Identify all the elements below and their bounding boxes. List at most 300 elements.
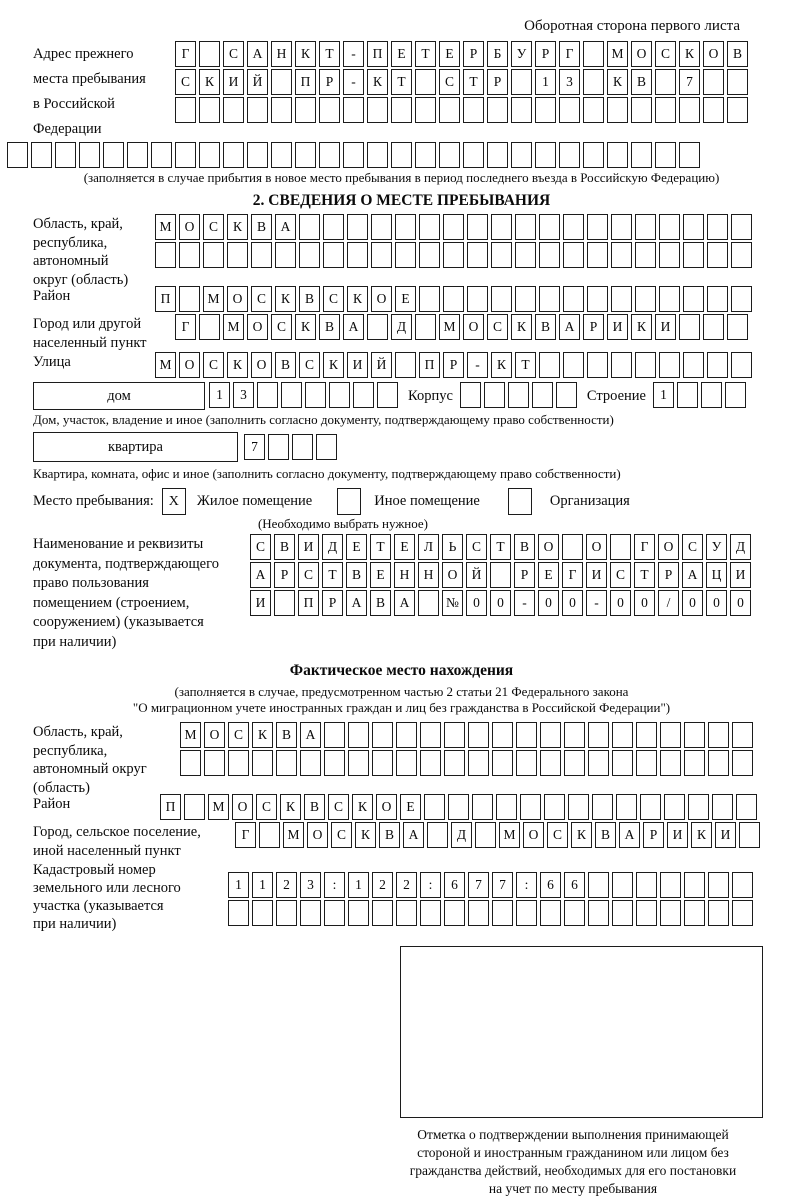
- char-cell[interactable]: О: [658, 534, 679, 560]
- char-cell[interactable]: Г: [235, 822, 256, 848]
- char-cell[interactable]: М: [283, 822, 304, 848]
- char-cell[interactable]: О: [204, 722, 225, 748]
- char-cell[interactable]: М: [499, 822, 520, 848]
- char-cell[interactable]: [468, 750, 489, 776]
- char-cell[interactable]: [467, 214, 488, 240]
- char-cell[interactable]: 2: [372, 872, 393, 898]
- char-cell[interactable]: К: [571, 822, 592, 848]
- char-cell[interactable]: А: [300, 722, 321, 748]
- char-cell[interactable]: С: [299, 352, 320, 378]
- char-cell[interactable]: [367, 142, 388, 168]
- char-cell[interactable]: [127, 142, 148, 168]
- char-cell[interactable]: [484, 382, 505, 408]
- char-cell[interactable]: [725, 382, 746, 408]
- char-cell[interactable]: [419, 214, 440, 240]
- char-cell[interactable]: [199, 97, 220, 123]
- char-cell[interactable]: [491, 214, 512, 240]
- char-cell[interactable]: К: [355, 822, 376, 848]
- char-cell[interactable]: Р: [443, 352, 464, 378]
- char-cell[interactable]: Р: [658, 562, 679, 588]
- char-cell[interactable]: В: [276, 722, 297, 748]
- char-cell[interactable]: [367, 314, 388, 340]
- char-cell[interactable]: [688, 794, 709, 820]
- char-cell[interactable]: [372, 722, 393, 748]
- char-cell[interactable]: [659, 352, 680, 378]
- char-cell[interactable]: О: [463, 314, 484, 340]
- char-cell[interactable]: Е: [346, 534, 367, 560]
- char-cell[interactable]: К: [631, 314, 652, 340]
- char-cell[interactable]: [439, 97, 460, 123]
- char-cell[interactable]: Д: [322, 534, 343, 560]
- char-cell[interactable]: С: [323, 286, 344, 312]
- char-cell[interactable]: [463, 97, 484, 123]
- char-cell[interactable]: [460, 382, 481, 408]
- char-cell[interactable]: [353, 382, 374, 408]
- char-cell[interactable]: [396, 722, 417, 748]
- char-cell[interactable]: [319, 97, 340, 123]
- char-cell[interactable]: О: [251, 352, 272, 378]
- char-cell[interactable]: 7: [492, 872, 513, 898]
- char-cell[interactable]: [329, 382, 350, 408]
- char-cell[interactable]: [727, 314, 748, 340]
- char-cell[interactable]: [324, 900, 345, 926]
- char-cell[interactable]: [276, 900, 297, 926]
- char-cell[interactable]: [323, 242, 344, 268]
- char-cell[interactable]: Г: [175, 41, 196, 67]
- char-cell[interactable]: [511, 97, 532, 123]
- char-cell[interactable]: [736, 794, 757, 820]
- char-cell[interactable]: О: [179, 352, 200, 378]
- char-cell[interactable]: [636, 750, 657, 776]
- char-cell[interactable]: С: [682, 534, 703, 560]
- char-cell[interactable]: №: [442, 590, 463, 616]
- char-cell[interactable]: Ь: [442, 534, 463, 560]
- char-cell[interactable]: [664, 794, 685, 820]
- char-cell[interactable]: [511, 69, 532, 95]
- char-cell[interactable]: [611, 286, 632, 312]
- char-cell[interactable]: [583, 69, 604, 95]
- char-cell[interactable]: :: [420, 872, 441, 898]
- char-cell[interactable]: О: [307, 822, 328, 848]
- char-cell[interactable]: [655, 142, 676, 168]
- char-cell[interactable]: [539, 352, 560, 378]
- char-cell[interactable]: Р: [583, 314, 604, 340]
- char-cell[interactable]: [347, 214, 368, 240]
- char-cell[interactable]: Ц: [706, 562, 727, 588]
- char-cell[interactable]: [300, 750, 321, 776]
- char-cell[interactable]: [305, 382, 326, 408]
- char-cell[interactable]: [419, 286, 440, 312]
- char-cell[interactable]: [588, 900, 609, 926]
- char-cell[interactable]: [281, 382, 302, 408]
- char-cell[interactable]: В: [535, 314, 556, 340]
- char-cell[interactable]: Е: [370, 562, 391, 588]
- char-cell[interactable]: 3: [559, 69, 580, 95]
- char-cell[interactable]: И: [667, 822, 688, 848]
- char-cell[interactable]: Р: [322, 590, 343, 616]
- char-cell[interactable]: [227, 242, 248, 268]
- char-cell[interactable]: [707, 286, 728, 312]
- char-cell[interactable]: [467, 242, 488, 268]
- char-cell[interactable]: 0: [634, 590, 655, 616]
- char-cell[interactable]: [276, 750, 297, 776]
- char-cell[interactable]: 0: [466, 590, 487, 616]
- char-cell[interactable]: [563, 214, 584, 240]
- char-cell[interactable]: В: [595, 822, 616, 848]
- char-cell[interactable]: [487, 97, 508, 123]
- char-cell[interactable]: -: [343, 41, 364, 67]
- char-cell[interactable]: [259, 822, 280, 848]
- char-cell[interactable]: [257, 382, 278, 408]
- char-cell[interactable]: Р: [319, 69, 340, 95]
- char-cell[interactable]: [228, 900, 249, 926]
- char-cell[interactable]: С: [487, 314, 508, 340]
- char-cell[interactable]: [703, 314, 724, 340]
- char-cell[interactable]: Е: [394, 534, 415, 560]
- char-cell[interactable]: В: [275, 352, 296, 378]
- char-cell[interactable]: М: [607, 41, 628, 67]
- char-cell[interactable]: И: [730, 562, 751, 588]
- char-cell[interactable]: 7: [244, 434, 265, 460]
- char-cell[interactable]: 0: [490, 590, 511, 616]
- char-cell[interactable]: 6: [540, 872, 561, 898]
- char-cell[interactable]: К: [352, 794, 373, 820]
- char-cell[interactable]: [731, 242, 752, 268]
- char-cell[interactable]: [391, 142, 412, 168]
- char-cell[interactable]: [184, 794, 205, 820]
- char-cell[interactable]: [660, 872, 681, 898]
- char-cell[interactable]: К: [607, 69, 628, 95]
- char-cell[interactable]: [418, 590, 439, 616]
- char-cell[interactable]: У: [511, 41, 532, 67]
- char-cell[interactable]: М: [439, 314, 460, 340]
- char-cell[interactable]: [655, 69, 676, 95]
- char-cell[interactable]: К: [679, 41, 700, 67]
- char-cell[interactable]: [199, 314, 220, 340]
- char-cell[interactable]: Т: [415, 41, 436, 67]
- char-cell[interactable]: [588, 750, 609, 776]
- char-cell[interactable]: [640, 794, 661, 820]
- char-cell[interactable]: [684, 872, 705, 898]
- char-cell[interactable]: К: [511, 314, 532, 340]
- char-cell[interactable]: К: [227, 214, 248, 240]
- char-cell[interactable]: [635, 242, 656, 268]
- char-cell[interactable]: [732, 872, 753, 898]
- char-cell[interactable]: [703, 69, 724, 95]
- char-cell[interactable]: [377, 382, 398, 408]
- char-cell[interactable]: С: [655, 41, 676, 67]
- char-cell[interactable]: [199, 142, 220, 168]
- char-cell[interactable]: 0: [730, 590, 751, 616]
- char-cell[interactable]: С: [439, 69, 460, 95]
- char-cell[interactable]: [559, 142, 580, 168]
- char-cell[interactable]: [492, 750, 513, 776]
- char-cell[interactable]: [396, 900, 417, 926]
- char-cell[interactable]: Р: [487, 69, 508, 95]
- char-cell[interactable]: [252, 900, 273, 926]
- char-cell[interactable]: С: [228, 722, 249, 748]
- char-cell[interactable]: [731, 286, 752, 312]
- char-cell[interactable]: [564, 722, 585, 748]
- char-cell[interactable]: [556, 382, 577, 408]
- char-cell[interactable]: К: [347, 286, 368, 312]
- char-cell[interactable]: [490, 562, 511, 588]
- char-cell[interactable]: [520, 794, 541, 820]
- char-cell[interactable]: Т: [490, 534, 511, 560]
- char-cell[interactable]: [468, 722, 489, 748]
- char-cell[interactable]: [391, 97, 412, 123]
- char-cell[interactable]: [475, 822, 496, 848]
- char-cell[interactable]: [204, 750, 225, 776]
- char-cell[interactable]: [708, 722, 729, 748]
- char-cell[interactable]: [316, 434, 337, 460]
- char-cell[interactable]: 1: [653, 382, 674, 408]
- char-cell[interactable]: [324, 750, 345, 776]
- char-cell[interactable]: [463, 142, 484, 168]
- char-cell[interactable]: [271, 97, 292, 123]
- char-cell[interactable]: Р: [514, 562, 535, 588]
- char-cell[interactable]: [7, 142, 28, 168]
- char-cell[interactable]: В: [251, 214, 272, 240]
- char-cell[interactable]: И: [715, 822, 736, 848]
- char-cell[interactable]: К: [252, 722, 273, 748]
- char-cell[interactable]: [707, 214, 728, 240]
- char-cell[interactable]: -: [514, 590, 535, 616]
- checkbox-organization[interactable]: [508, 488, 532, 515]
- char-cell[interactable]: [516, 900, 537, 926]
- char-cell[interactable]: О: [631, 41, 652, 67]
- char-cell[interactable]: [683, 242, 704, 268]
- char-cell[interactable]: [275, 242, 296, 268]
- char-cell[interactable]: О: [247, 314, 268, 340]
- char-cell[interactable]: :: [516, 872, 537, 898]
- char-cell[interactable]: [535, 142, 556, 168]
- char-cell[interactable]: О: [227, 286, 248, 312]
- checkbox-other-premises[interactable]: [337, 488, 361, 515]
- char-cell[interactable]: 7: [468, 872, 489, 898]
- char-cell[interactable]: [467, 286, 488, 312]
- char-cell[interactable]: [203, 242, 224, 268]
- char-cell[interactable]: [292, 434, 313, 460]
- char-cell[interactable]: [659, 214, 680, 240]
- char-cell[interactable]: [679, 97, 700, 123]
- char-cell[interactable]: И: [250, 590, 271, 616]
- char-cell[interactable]: [175, 142, 196, 168]
- char-cell[interactable]: [443, 242, 464, 268]
- char-cell[interactable]: [487, 142, 508, 168]
- char-cell[interactable]: М: [208, 794, 229, 820]
- char-cell[interactable]: [367, 97, 388, 123]
- char-cell[interactable]: П: [298, 590, 319, 616]
- char-cell[interactable]: [343, 142, 364, 168]
- char-cell[interactable]: [679, 314, 700, 340]
- char-cell[interactable]: И: [586, 562, 607, 588]
- char-cell[interactable]: [515, 242, 536, 268]
- char-cell[interactable]: Д: [451, 822, 472, 848]
- char-cell[interactable]: [180, 750, 201, 776]
- char-cell[interactable]: Т: [319, 41, 340, 67]
- char-cell[interactable]: [424, 794, 445, 820]
- char-cell[interactable]: [427, 822, 448, 848]
- char-cell[interactable]: [443, 286, 464, 312]
- char-cell[interactable]: С: [547, 822, 568, 848]
- char-cell[interactable]: С: [203, 214, 224, 240]
- char-cell[interactable]: Т: [515, 352, 536, 378]
- char-cell[interactable]: [708, 900, 729, 926]
- char-cell[interactable]: 0: [562, 590, 583, 616]
- char-cell[interactable]: 7: [679, 69, 700, 95]
- char-cell[interactable]: С: [175, 69, 196, 95]
- char-cell[interactable]: [707, 242, 728, 268]
- char-cell[interactable]: [660, 900, 681, 926]
- char-cell[interactable]: [677, 382, 698, 408]
- char-cell[interactable]: [539, 214, 560, 240]
- char-cell[interactable]: И: [655, 314, 676, 340]
- char-cell[interactable]: Б: [487, 41, 508, 67]
- char-cell[interactable]: [372, 750, 393, 776]
- char-cell[interactable]: О: [232, 794, 253, 820]
- char-cell[interactable]: С: [331, 822, 352, 848]
- char-cell[interactable]: Т: [322, 562, 343, 588]
- char-cell[interactable]: [443, 214, 464, 240]
- char-cell[interactable]: [732, 722, 753, 748]
- checkbox-residential[interactable]: X: [162, 488, 186, 515]
- char-cell[interactable]: К: [199, 69, 220, 95]
- char-cell[interactable]: [271, 142, 292, 168]
- char-cell[interactable]: [371, 214, 392, 240]
- char-cell[interactable]: [420, 900, 441, 926]
- char-cell[interactable]: 3: [300, 872, 321, 898]
- char-cell[interactable]: [612, 900, 633, 926]
- char-cell[interactable]: А: [403, 822, 424, 848]
- char-cell[interactable]: О: [538, 534, 559, 560]
- char-cell[interactable]: [448, 794, 469, 820]
- char-cell[interactable]: 6: [444, 872, 465, 898]
- char-cell[interactable]: [684, 722, 705, 748]
- char-cell[interactable]: [703, 97, 724, 123]
- char-cell[interactable]: [151, 142, 172, 168]
- char-cell[interactable]: В: [304, 794, 325, 820]
- char-cell[interactable]: [348, 722, 369, 748]
- char-cell[interactable]: С: [271, 314, 292, 340]
- char-cell[interactable]: [679, 142, 700, 168]
- char-cell[interactable]: В: [631, 69, 652, 95]
- char-cell[interactable]: В: [370, 590, 391, 616]
- char-cell[interactable]: Г: [175, 314, 196, 340]
- char-cell[interactable]: [635, 214, 656, 240]
- char-cell[interactable]: [419, 242, 440, 268]
- char-cell[interactable]: Д: [391, 314, 412, 340]
- char-cell[interactable]: [347, 242, 368, 268]
- char-cell[interactable]: М: [223, 314, 244, 340]
- char-cell[interactable]: [535, 97, 556, 123]
- char-cell[interactable]: [372, 900, 393, 926]
- char-cell[interactable]: С: [298, 562, 319, 588]
- char-cell[interactable]: Р: [463, 41, 484, 67]
- char-cell[interactable]: [588, 722, 609, 748]
- char-cell[interactable]: Т: [370, 534, 391, 560]
- char-cell[interactable]: В: [299, 286, 320, 312]
- char-cell[interactable]: [544, 794, 565, 820]
- char-cell[interactable]: [611, 352, 632, 378]
- char-cell[interactable]: А: [247, 41, 268, 67]
- char-cell[interactable]: 0: [610, 590, 631, 616]
- char-cell[interactable]: О: [371, 286, 392, 312]
- char-cell[interactable]: [348, 900, 369, 926]
- char-cell[interactable]: [659, 286, 680, 312]
- char-cell[interactable]: О: [586, 534, 607, 560]
- char-cell[interactable]: Р: [643, 822, 664, 848]
- char-cell[interactable]: М: [155, 214, 176, 240]
- char-cell[interactable]: [636, 872, 657, 898]
- char-cell[interactable]: П: [419, 352, 440, 378]
- char-cell[interactable]: [324, 722, 345, 748]
- char-cell[interactable]: [683, 286, 704, 312]
- char-cell[interactable]: [631, 142, 652, 168]
- char-cell[interactable]: -: [586, 590, 607, 616]
- char-cell[interactable]: А: [559, 314, 580, 340]
- char-cell[interactable]: Е: [395, 286, 416, 312]
- char-cell[interactable]: [660, 750, 681, 776]
- char-cell[interactable]: 1: [535, 69, 556, 95]
- char-cell[interactable]: А: [619, 822, 640, 848]
- char-cell[interactable]: 0: [538, 590, 559, 616]
- char-cell[interactable]: 1: [228, 872, 249, 898]
- char-cell[interactable]: [727, 69, 748, 95]
- char-cell[interactable]: [31, 142, 52, 168]
- char-cell[interactable]: [732, 900, 753, 926]
- char-cell[interactable]: [712, 794, 733, 820]
- char-cell[interactable]: [223, 97, 244, 123]
- char-cell[interactable]: [247, 97, 268, 123]
- char-cell[interactable]: Л: [418, 534, 439, 560]
- char-cell[interactable]: С: [466, 534, 487, 560]
- char-cell[interactable]: [540, 722, 561, 748]
- char-cell[interactable]: А: [250, 562, 271, 588]
- char-cell[interactable]: [491, 242, 512, 268]
- char-cell[interactable]: [562, 534, 583, 560]
- char-cell[interactable]: 0: [682, 590, 703, 616]
- char-cell[interactable]: К: [280, 794, 301, 820]
- char-cell[interactable]: Р: [535, 41, 556, 67]
- char-cell[interactable]: К: [295, 41, 316, 67]
- char-cell[interactable]: [491, 286, 512, 312]
- char-cell[interactable]: [631, 97, 652, 123]
- char-cell[interactable]: В: [274, 534, 295, 560]
- char-cell[interactable]: [684, 900, 705, 926]
- char-cell[interactable]: А: [346, 590, 367, 616]
- char-cell[interactable]: [587, 242, 608, 268]
- char-cell[interactable]: [55, 142, 76, 168]
- char-cell[interactable]: А: [394, 590, 415, 616]
- char-cell[interactable]: [444, 900, 465, 926]
- char-cell[interactable]: У: [706, 534, 727, 560]
- char-cell[interactable]: [635, 286, 656, 312]
- char-cell[interactable]: О: [179, 214, 200, 240]
- char-cell[interactable]: П: [160, 794, 181, 820]
- char-cell[interactable]: [583, 142, 604, 168]
- char-cell[interactable]: [684, 750, 705, 776]
- char-cell[interactable]: 2: [276, 872, 297, 898]
- char-cell[interactable]: [472, 794, 493, 820]
- char-cell[interactable]: [731, 214, 752, 240]
- char-cell[interactable]: 1: [209, 382, 230, 408]
- char-cell[interactable]: [610, 534, 631, 560]
- char-cell[interactable]: [415, 142, 436, 168]
- char-cell[interactable]: И: [223, 69, 244, 95]
- char-cell[interactable]: [611, 214, 632, 240]
- char-cell[interactable]: [396, 750, 417, 776]
